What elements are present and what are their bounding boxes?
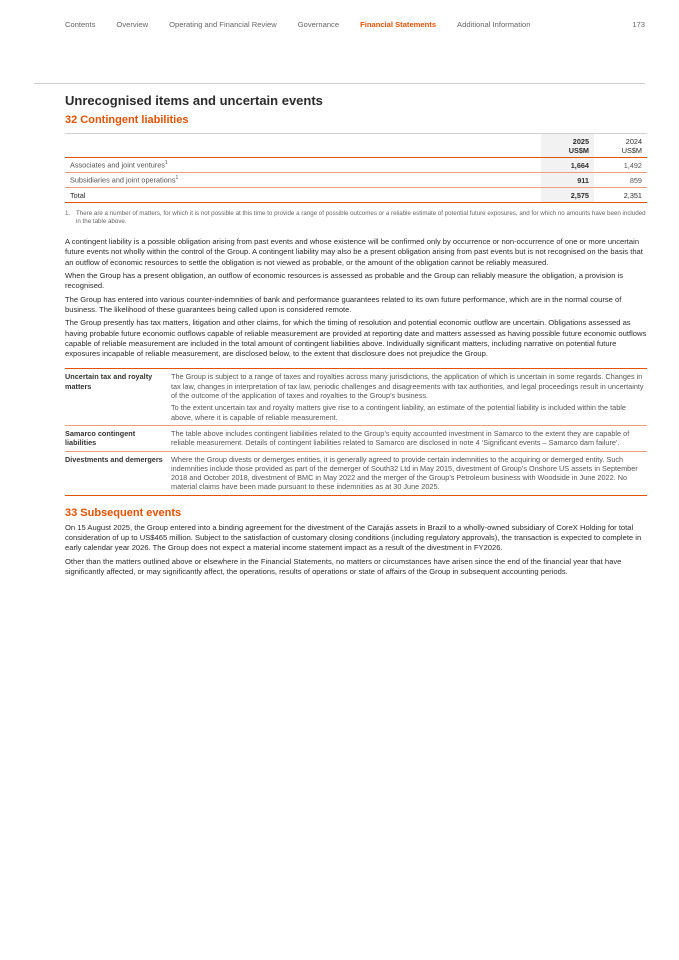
top-navigation <box>65 17 645 31</box>
value-2025: 911 <box>541 173 594 188</box>
contingent-liabilities-table <box>65 133 647 203</box>
paragraph: On 15 August 2025, the Group entered into a binding agreement for the divestment of the Carajás assets in Brazil to a wholly-owned subsidiary of CoreX Holding for total consideration of up to US$465 million. Subject to the satisfaction of customary closing conditions (including regulatory approvals), the transaction is expected to complete in early calendar year 2026. The Group does not expect a material income statement impact as a result of the divestment in FY2026. <box>65 522 642 553</box>
matter-paragraph: The table above includes contingent liabilities related to the Group’s equity accounted investment in Samarco to the extent they are capable of reliable measurement. Details of contingent liabilities related to Samarco are disclosed in note 4 ‘Significant events – Samarco dam failure’. <box>171 428 630 448</box>
header-label-cell <box>65 134 541 158</box>
section-heading-subsequent-events: 33 Subsequent events <box>65 506 182 519</box>
matter-label: Divestments and demergers <box>65 451 171 495</box>
nav-operating-financial-review[interactable]: Operating and Financial Review <box>169 19 277 29</box>
matter-description <box>171 451 647 495</box>
nav-governance[interactable]: Governance <box>297 19 340 29</box>
paragraph: When the Group has a present obligation, an outflow of economic resources is assessed as probable and the Group can reliably measure the obligation, a provision is recognised. <box>65 271 624 291</box>
total-label: Total <box>65 188 541 203</box>
significant-matters-table <box>65 368 647 495</box>
paragraph: The Group presently has tax matters, litigation and other claims, for which the timing of resolution and potential economic outflow are uncertain. Obligations assessed as having probable future economic outflows capable of reliable measurement are provided at reporting date and matters assessed as having possible future economic outflows capable of reliable measurement are included in the total amount of contingent liabilities above. Individually significant matters, including narrative on potential future exposures incapable of reliable measurement, are disclosed below, to the extent that disclosure does not prejudice the Group. <box>65 318 647 359</box>
table-row <box>65 158 647 173</box>
value-2024: 1,492 <box>594 158 647 173</box>
page-title: Unrecognised items and uncertain events <box>65 93 323 108</box>
value-2024: 859 <box>594 173 647 188</box>
matter-paragraph: Where the Group divests or demerges entities, it is generally agreed to provide certain indemnities to the acquiring or demerged entity. Such indemnities include those provided as part of the demerger of South32 Ltd in May 2015, divestment of Group’s Onshore US assets in September 2018 and October 2018, divestment of BMC in May 2022 and the merger of the Group’s Petroleum business with Woodside in June 2022. No material claims have been made pursuant to these indemnities as at 30 June 2025. <box>171 454 638 492</box>
footnote-ref: 1 <box>175 175 179 182</box>
matter-row-divestments <box>65 451 647 495</box>
table-header-row <box>65 134 647 158</box>
nav-contents[interactable]: Contents <box>65 19 96 29</box>
header-2024 <box>594 134 647 158</box>
header-2025-unit: US$M <box>568 146 589 155</box>
matter-row-uncertain-tax <box>65 369 647 425</box>
paragraph: Other than the matters outlined above or elsewhere in the Financial Statements, no matters or circumstances have arisen since the end of the financial year that have significantly affected, or may significantly affect, the operations, results of operations or state of affairs of the Group in subsequent accounting periods. <box>65 556 622 576</box>
matter-paragraph: To the extent uncertain tax and royalty matters give rise to a contingent liability, an estimate of the potential liability is included within the table above, where it is capable of reliable measurement. <box>171 403 626 422</box>
header-2024-year: 2024 <box>625 137 642 146</box>
header-divider <box>34 83 645 84</box>
footnote-text: There are a number of matters, for which it is not possible at this time to provide a range of possible outcomes or a reliable estimate of potential future exposures, and for which no amounts have been included in the table above. <box>76 210 646 225</box>
matter-description <box>171 369 647 425</box>
header-2024-unit: US$M <box>621 146 642 155</box>
nav-overview[interactable]: Overview <box>116 19 149 29</box>
matter-row-samarco <box>65 425 647 451</box>
header-2025 <box>541 134 594 158</box>
table-row <box>65 173 647 188</box>
matter-paragraph: The Group is subject to a range of taxes and royalties across many jurisdictions, the application of which is uncertain in some regards. Changes in tax law, changes in interpretation of tax law, periodic challenges and disagreements with tax authorities, and legal proceedings result in uncertainty of the outcome of the application of taxes and royalties to the Group’s business. <box>171 372 644 401</box>
paragraph: A contingent liability is a possible obligation arising from past events and whose existence will be confirmed only by occurrence or non-occurrence of one or more uncertain future events not wholly within the control of the Group. A contingent liability may also be a present obligation arising from past events but is not recognised on the basis that an outflow of economic resources to settle the obligation is not viewed as probable, or the amount of the obligation cannot be reliably measured. <box>65 237 643 267</box>
value-2025: 1,664 <box>541 158 594 173</box>
header-2025-year: 2025 <box>572 137 589 146</box>
section-heading-contingent-liabilities: 32 Contingent liabilities <box>65 114 189 126</box>
matter-label: Uncertain tax and royalty matters <box>65 369 171 425</box>
row-label: Subsidiaries and joint operations$^1$ <box>65 173 541 188</box>
nav-additional-information[interactable]: Additional Information <box>457 19 531 29</box>
footnote-ref: 1 <box>164 160 168 167</box>
table-footnote <box>65 210 647 225</box>
total-2025: 2,575 <box>541 188 594 203</box>
matter-description <box>171 425 647 451</box>
paragraph: The Group has entered into various counter-indemnities of bank and performance guarantees related to its own future performance, which are in the normal course of business. The likelihood of these guarantees being called upon is considered remote. <box>65 294 622 314</box>
nav-financial-statements[interactable]: Financial Statements <box>360 19 437 29</box>
row-label: Associates and joint ventures$^1$ <box>65 158 541 173</box>
table-total-row <box>65 188 647 203</box>
total-2024: 2,351 <box>594 188 647 203</box>
matter-label: Samarco contingent liabilities <box>65 425 171 451</box>
page-number: 173 <box>632 19 645 29</box>
page-content <box>65 93 647 580</box>
footnote-number: 1. <box>65 210 71 217</box>
